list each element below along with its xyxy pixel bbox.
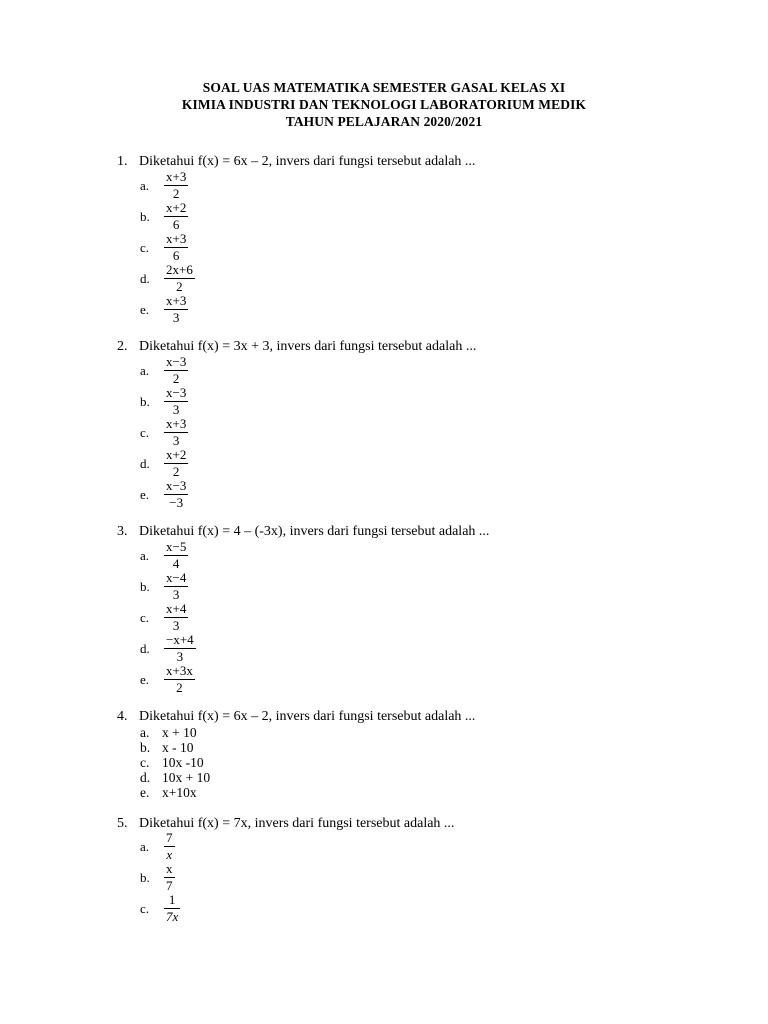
option-label: e. xyxy=(140,672,150,687)
denominator: 2 xyxy=(176,279,183,294)
numerator: x+3 xyxy=(166,293,187,308)
denominator: −3 xyxy=(169,495,184,510)
denominator: x xyxy=(166,847,173,862)
denominator: 2 xyxy=(172,464,180,479)
denominator: 2 xyxy=(172,371,180,386)
option-label: c. xyxy=(140,240,150,255)
fraction xyxy=(164,862,175,893)
option-text: x+10x xyxy=(162,785,197,800)
option-text: 10x -10 xyxy=(162,755,204,770)
option-3e xyxy=(140,664,340,694)
denominator: 3 xyxy=(172,433,180,448)
question-stem: Diketahui f(x) = 7x, invers dari fungsi tersebut adalah ... xyxy=(139,816,455,831)
option-label: a. xyxy=(140,548,150,563)
option-label: b. xyxy=(140,394,150,409)
fraction xyxy=(164,479,188,510)
option-label: a. xyxy=(140,725,150,740)
fraction xyxy=(164,417,188,448)
option-text: 10x + 10 xyxy=(162,770,211,785)
numerator: 7 xyxy=(166,830,173,845)
numerator: x−3 xyxy=(166,478,187,493)
option-1c xyxy=(140,232,340,262)
denominator: 3 xyxy=(172,618,180,633)
header-title-line-3: TAHUN PELAJARAN 2020/2021 xyxy=(285,114,483,129)
option-3d xyxy=(140,633,340,663)
fraction xyxy=(164,201,188,232)
fraction xyxy=(164,831,175,862)
denominator: 6 xyxy=(172,248,180,263)
option-4a xyxy=(140,725,197,740)
fraction xyxy=(164,170,188,201)
option-label: c. xyxy=(140,425,150,440)
denominator: 4 xyxy=(172,556,180,571)
option-5a xyxy=(140,831,340,861)
option-label: b. xyxy=(140,870,150,885)
option-4d xyxy=(140,770,210,785)
numerator: 2x+6 xyxy=(166,262,193,277)
fraction xyxy=(164,633,196,664)
option-3b xyxy=(140,571,340,601)
question-stem: Diketahui f(x) = 4 – (-3x), invers dari fungsi tersebut adalah ... xyxy=(139,524,490,539)
fraction xyxy=(164,448,188,479)
option-3a xyxy=(140,540,340,570)
option-label: b. xyxy=(140,209,150,224)
option-2a xyxy=(140,355,340,385)
option-label: b. xyxy=(140,579,150,594)
option-label: c. xyxy=(140,610,150,625)
fraction xyxy=(164,355,188,386)
option-4c xyxy=(140,755,204,770)
question-stem: Diketahui f(x) = 6x – 2, invers dari fungsi tersebut adalah ... xyxy=(139,709,476,724)
option-label: a. xyxy=(140,363,150,378)
fraction xyxy=(164,571,188,602)
option-label: b. xyxy=(140,740,151,755)
question-number: 2. xyxy=(117,339,128,354)
fraction xyxy=(164,893,180,924)
denominator: 3 xyxy=(172,310,180,325)
denominator: 3 xyxy=(176,649,184,664)
option-1d xyxy=(140,263,340,293)
option-1b xyxy=(140,201,340,231)
question-number: 1. xyxy=(117,154,128,169)
numerator: x−5 xyxy=(166,539,187,554)
option-text: x + 10 xyxy=(162,725,197,740)
option-label: d. xyxy=(140,456,150,471)
option-label: a. xyxy=(140,178,150,193)
option-1a xyxy=(140,170,340,200)
denominator: 2 xyxy=(176,680,183,695)
option-4e xyxy=(140,785,197,800)
fraction xyxy=(164,386,188,417)
question-number: 5. xyxy=(117,816,128,831)
numerator: x+3 xyxy=(166,231,187,246)
denominator: 6 xyxy=(172,217,180,232)
header-title-line-2: KIMIA INDUSTRI DAN TEKNOLOGI LABORATORIUM MEDIK xyxy=(181,97,587,112)
denominator: 3 xyxy=(172,402,180,417)
option-1e xyxy=(140,294,340,324)
option-label: d. xyxy=(140,271,150,286)
numerator: x+2 xyxy=(166,447,187,462)
fraction xyxy=(164,540,188,571)
numerator: x+2 xyxy=(166,200,187,215)
fraction xyxy=(164,232,188,263)
option-2c xyxy=(140,417,340,447)
numerator: −x+4 xyxy=(166,632,194,647)
option-label: a. xyxy=(140,839,150,854)
numerator: x+3 xyxy=(166,416,187,431)
header-title-line-1: SOAL UAS MATEMATIKA SEMESTER GASAL KELAS XI xyxy=(202,80,566,95)
fraction xyxy=(164,664,195,695)
fraction xyxy=(164,602,188,633)
option-label: e. xyxy=(140,785,150,800)
option-label: e. xyxy=(140,302,150,317)
question-stem: Diketahui f(x) = 6x – 2, invers dari fungsi tersebut adalah ... xyxy=(139,154,476,169)
option-label: d. xyxy=(140,641,150,656)
numerator: x−3 xyxy=(166,385,187,400)
option-text: x - 10 xyxy=(162,740,194,755)
option-label: c. xyxy=(140,901,150,916)
option-label: c. xyxy=(140,755,150,770)
option-label: d. xyxy=(140,770,151,785)
numerator: x−4 xyxy=(166,570,187,585)
option-3c xyxy=(140,602,340,632)
option-2e xyxy=(140,479,340,509)
option-2b xyxy=(140,386,340,416)
numerator: x+3 xyxy=(166,169,187,184)
question-number: 4. xyxy=(117,709,128,724)
option-5c xyxy=(140,893,340,923)
option-label: e. xyxy=(140,487,150,502)
numerator: x xyxy=(166,861,173,876)
fraction xyxy=(164,294,188,325)
fraction xyxy=(164,263,195,294)
question-number: 3. xyxy=(117,524,128,539)
numerator: x+3x xyxy=(166,663,193,678)
numerator: 1 xyxy=(168,892,176,907)
numerator: x−3 xyxy=(166,354,187,369)
question-stem: Diketahui f(x) = 3x + 3, invers dari fungsi tersebut adalah ... xyxy=(139,339,477,354)
denominator: 2 xyxy=(172,186,180,201)
option-4b xyxy=(140,740,194,755)
option-5b xyxy=(140,862,340,892)
numerator: x+4 xyxy=(166,601,187,616)
denominator: 7 xyxy=(166,878,173,893)
denominator: 7x xyxy=(166,909,179,924)
document-header xyxy=(0,79,768,130)
denominator: 3 xyxy=(172,587,180,602)
option-2d xyxy=(140,448,340,478)
